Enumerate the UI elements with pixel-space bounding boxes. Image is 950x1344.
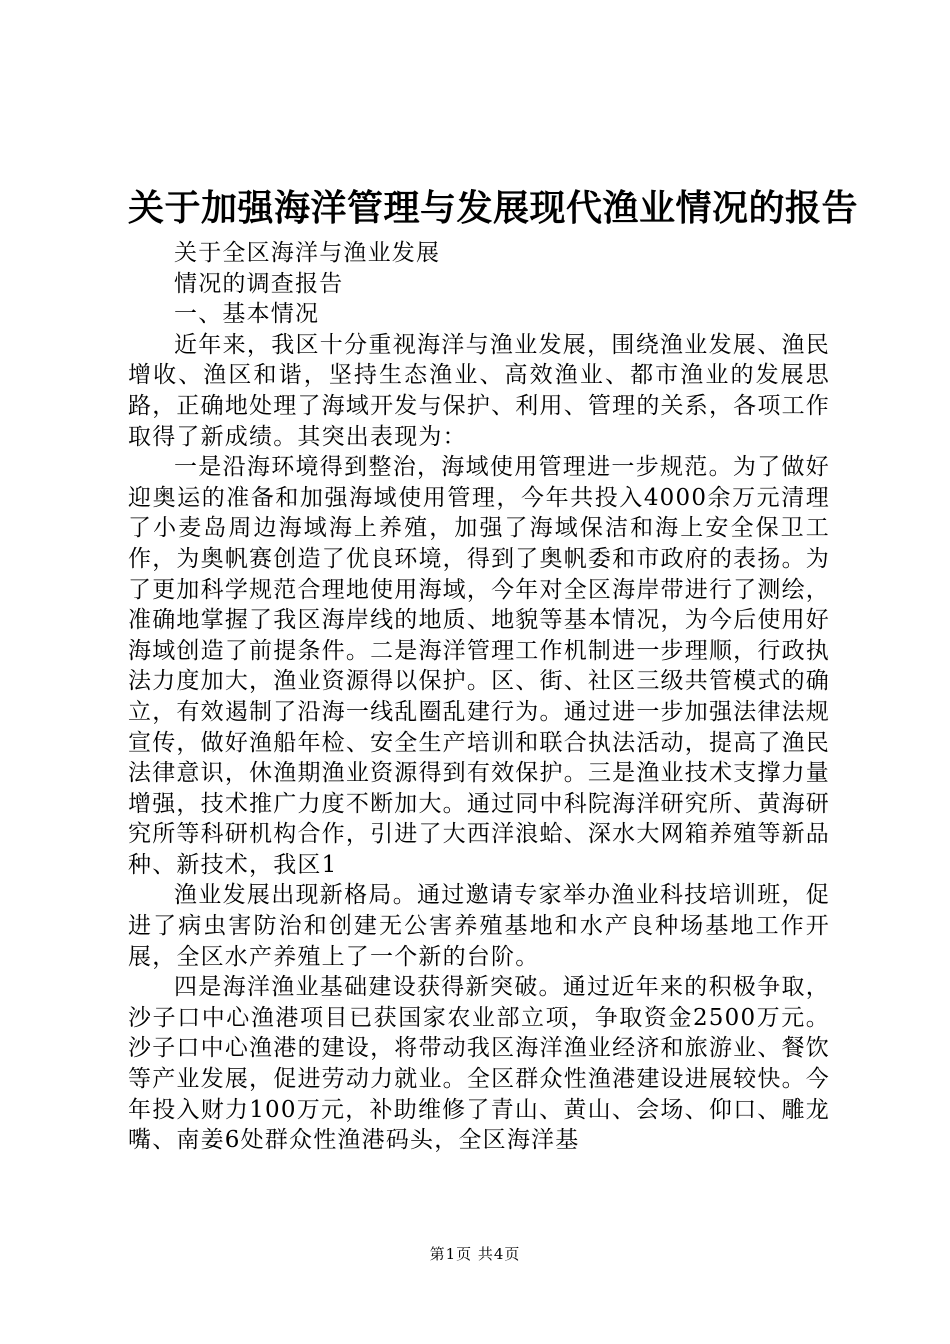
section-heading: 一、基本情况 bbox=[174, 301, 320, 328]
body-paragraph: 近年来，我区十分重视海洋与渔业发展，围绕渔业发展、渔民增收、渔区和谐，坚持生态渔业、高效渔业、都市渔业的发展思路，正确地处理了海域开发与保护、利用、管理的关系，各项工作取得了新成绩。其突出表现为： bbox=[128, 331, 830, 450]
subtitle-line-2: 情况的调查报告 bbox=[174, 270, 344, 297]
subtitle-line-1: 关于全区海洋与渔业发展 bbox=[174, 240, 441, 266]
body-paragraph: 一是沿海环境得到整治，海域使用管理进一步规范。为了做好迎奥运的准备和加强海域使用管理，今年共投入4000余万元清理了小麦岛周边海域海上养殖，加强了海域保洁和海上安全保卫工作，为奥帆赛创造了优良环境，得到了奥帆委和市政府的表扬。为了更加科学规范合理地使用海域，今年对全区海岸带进行了测绘，准确地掌握了我区海岸线的地质、地貌等基本情况，为今后使用好海域创造了前提条件。二是海洋管理工作机制进一步理顺，行政执法力度加大，渔业资源得以保护。区、街、社区三级共管模式的确立，有效遏制了沿海一线乱圈乱建行为。通过进一步加强法律法规宣传，做好渔船年检、安全生产培训和联合执法活动，提高了渔民法律意识，休渔期渔业资源得到有效保护。三是渔业技术支撑力量增强，技术推广力度不断加大。通过同中科院海洋研究所、黄海研究所等科研机构合作，引进了大西洋浪蛤、深水大网箱养殖等新品种、新技术，我区1 bbox=[128, 454, 830, 878]
document-body bbox=[128, 238, 830, 1156]
body-paragraph: 四是海洋渔业基础建设获得新突破。通过近年来的积极争取，沙子口中心渔港项目已获国家农业部立项，争取资金2500万元。沙子口中心渔港的建设，将带动我区海洋渔业经济和旅游业、餐饮等产业发展，促进劳动力就业。全区群众性渔港建设进展较快。今年投入财力100万元，补助维修了青山、黄山、会场、仰口、雕龙嘴、南姜6处群众性渔港码头，全区海洋基 bbox=[128, 974, 830, 1154]
body-paragraph: 渔业发展出现新格局。通过邀请专家举办渔业科技培训班，促进了病虫害防治和创建无公害养殖基地和水产良种场基地工作开展，全区水产养殖上了一个新的台阶。 bbox=[128, 882, 830, 970]
document-title: 关于加强海洋管理与发展现代渔业情况的报告 bbox=[128, 187, 859, 229]
page-footer: 第1页 共4页 bbox=[429, 1245, 521, 1263]
